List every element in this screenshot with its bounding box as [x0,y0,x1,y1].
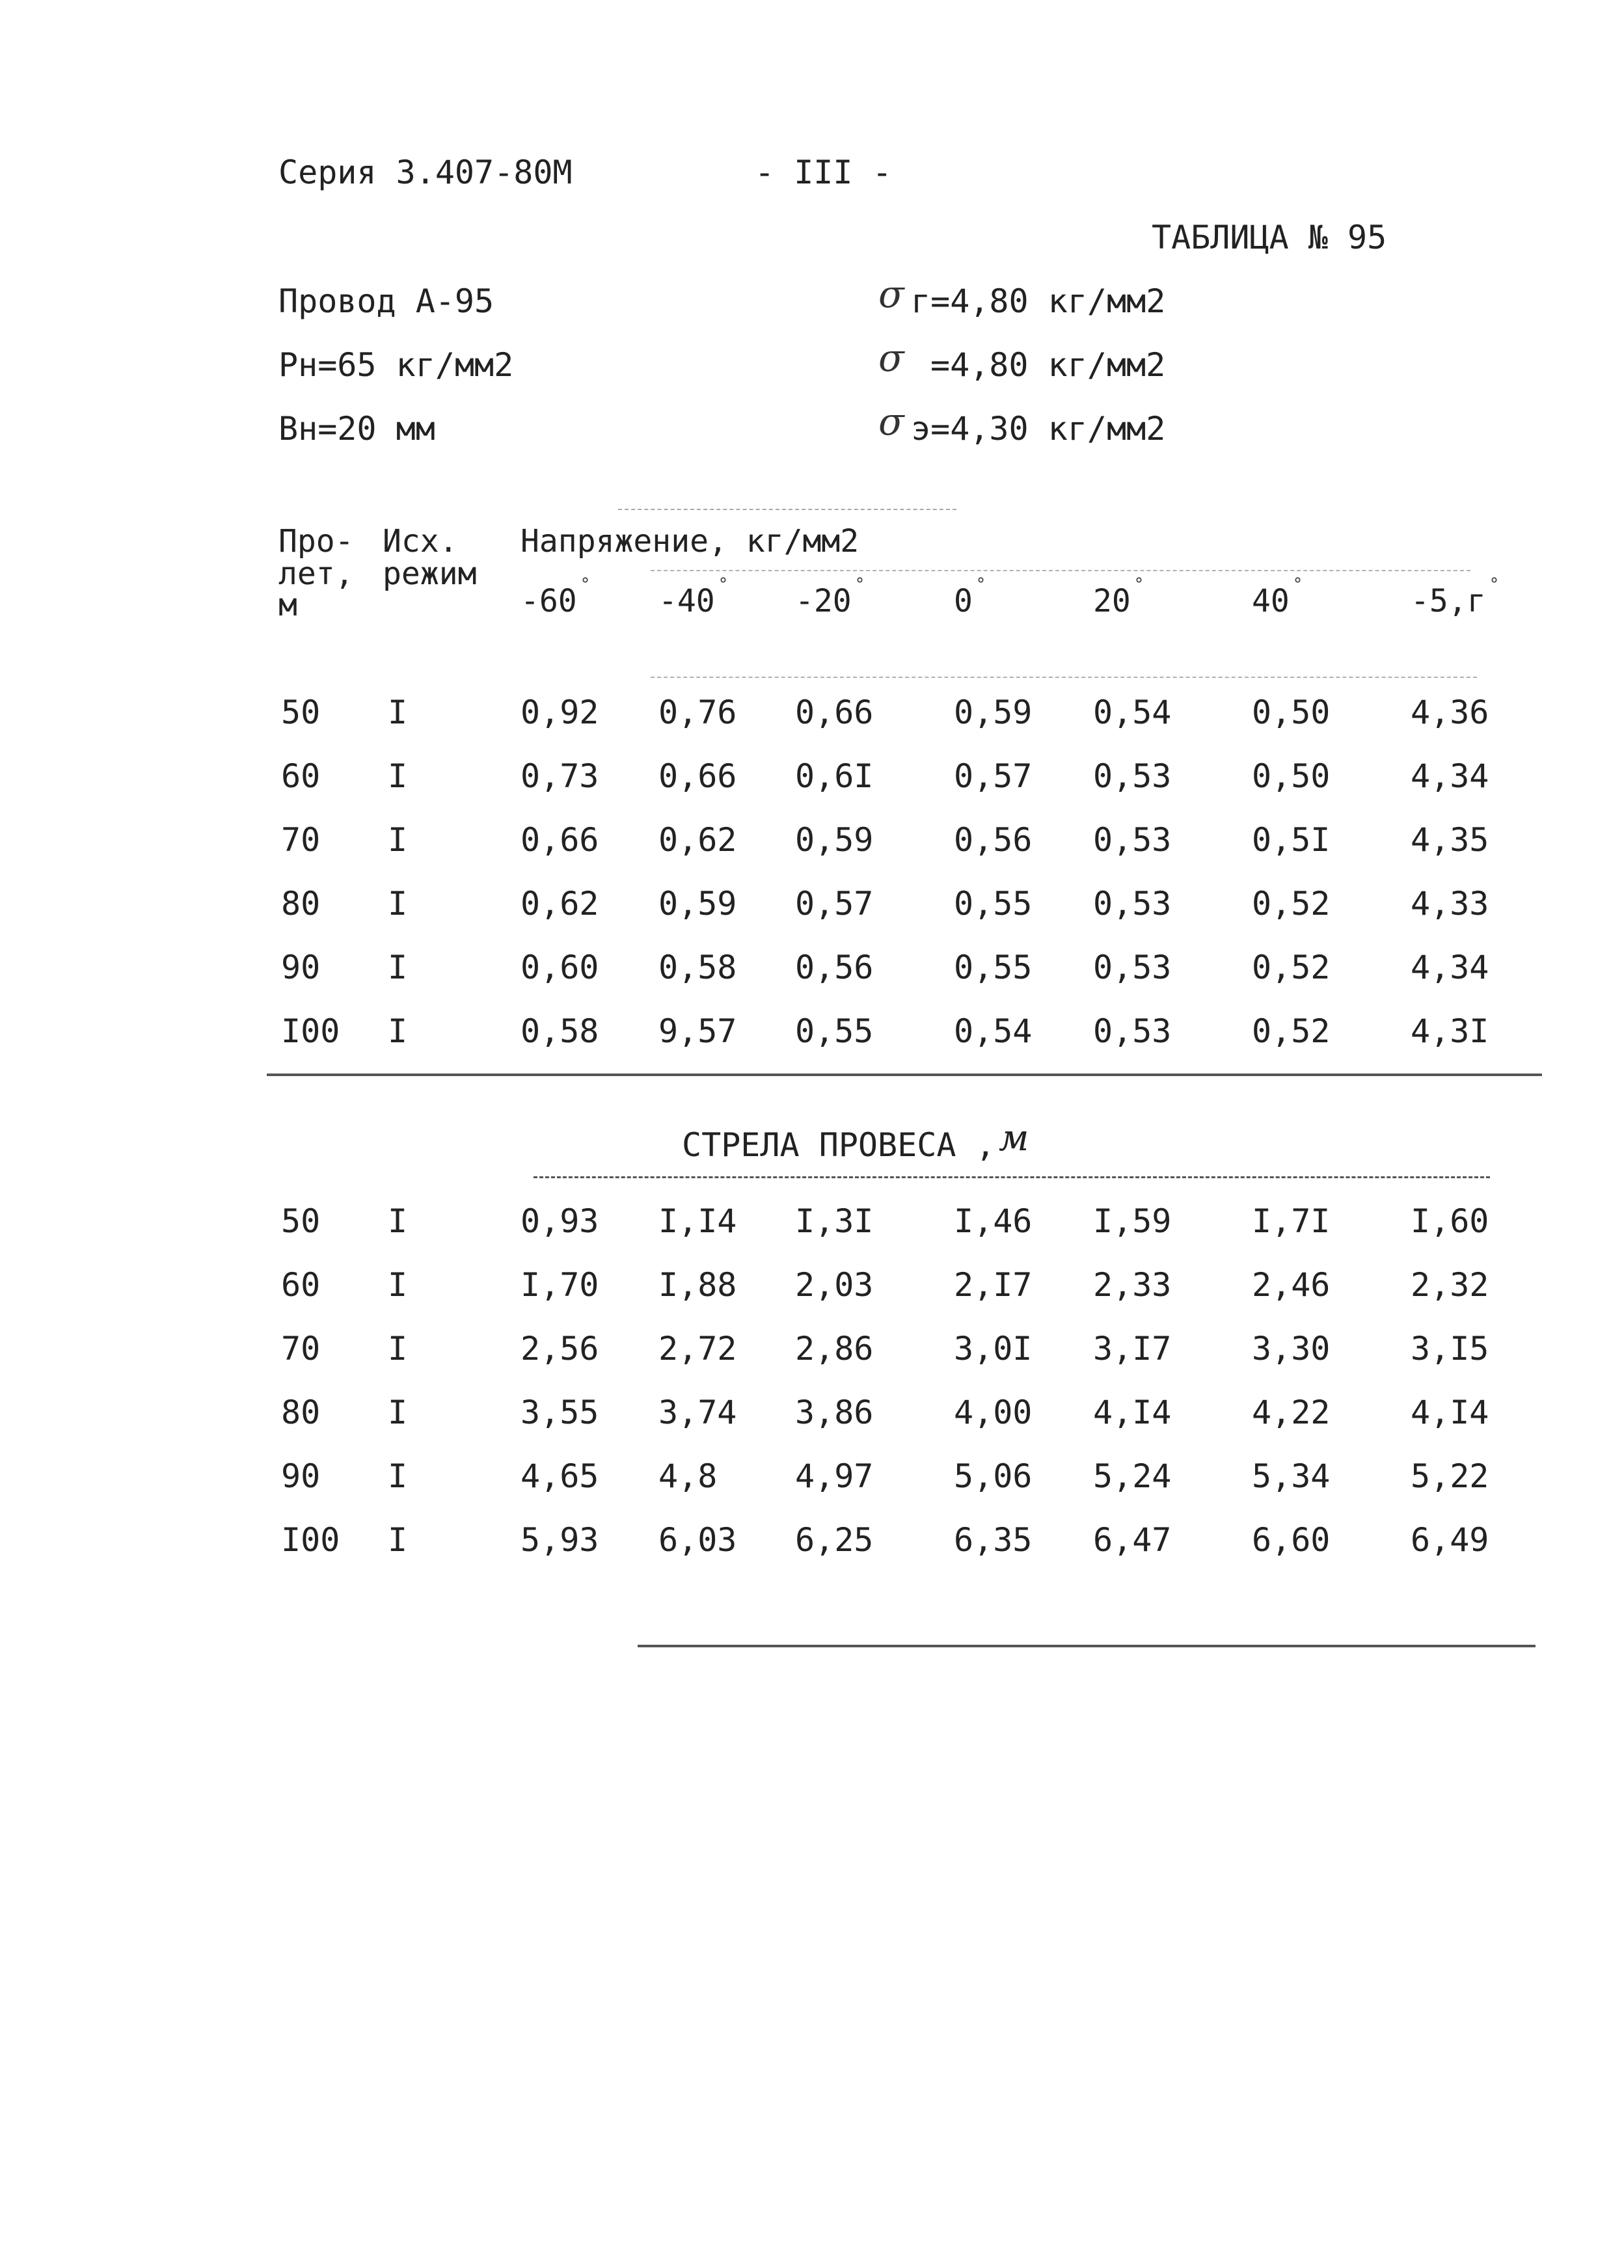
degree-mark: ° [719,575,727,595]
bottom-rule [638,1645,1536,1647]
stress-value-cell: 0,56 [795,949,874,986]
sigma-symbol: σ [878,399,904,444]
stress-value-cell: 0,6I [795,757,874,795]
sigma-symbol: σ [878,336,904,380]
sag-span-cell: 70 [281,1330,321,1368]
stress-group-label: Напряжение, кг/мм2 [521,523,859,560]
stress-value-cell: 0,59 [795,821,874,859]
sag-value-cell: I,46 [954,1202,1033,1240]
stress-value-cell: 4,35 [1411,821,1489,859]
stress-value-cell: 0,58 [658,949,737,986]
sag-value-cell: 6,25 [795,1521,874,1559]
sag-value-cell: 0,93 [521,1202,599,1240]
stress-value-cell: 0,55 [954,885,1033,923]
stress-value-cell: 0,53 [1093,1012,1172,1050]
stress-value-cell: 0,58 [521,1012,599,1050]
sag-value-cell: 4,65 [521,1457,599,1495]
sag-span-cell: I00 [281,1521,340,1559]
section-divider [267,1073,1542,1076]
series-label: Серия 3.407-80М [278,154,573,191]
sag-value-cell: 5,34 [1252,1457,1331,1495]
stress-value-cell: 0,62 [658,821,737,859]
sag-value-cell: 2,56 [521,1330,599,1368]
sag-span-cell: 60 [281,1266,321,1304]
sigma-symbol: σ [878,272,904,316]
sag-section-title: СТРЕЛА ПРОВЕСА , [682,1126,995,1164]
stress-span-cell: 90 [281,949,321,986]
sag-value-cell: 3,74 [658,1394,737,1431]
sag-value-cell: 2,46 [1252,1266,1331,1304]
span-unit-label: м [278,587,297,623]
sag-value-cell: 6,49 [1411,1521,1489,1559]
stress-value-cell: 0,59 [658,885,737,923]
temperature-header: -20 [795,583,852,619]
sag-mode-cell: I [388,1202,408,1240]
stress-mode-cell: I [388,1012,408,1050]
sag-value-cell: I,I4 [658,1202,737,1240]
sag-value-cell: 5,93 [521,1521,599,1559]
degree-mark: ° [856,575,864,595]
degree-mark: ° [1135,575,1143,595]
stress-value-cell: 4,34 [1411,757,1489,795]
sag-value-cell: 5,22 [1411,1457,1489,1495]
stress-value-cell: 0,55 [795,1012,874,1050]
sag-title-rule [534,1176,1490,1178]
sag-value-cell: 3,I7 [1093,1330,1172,1368]
wire-type: Провод А-95 [278,282,494,320]
sag-mode-cell: I [388,1457,408,1495]
sag-value-cell: I,59 [1093,1202,1172,1240]
sag-unit: м [999,1117,1029,1159]
temperature-header: 20 [1093,583,1131,619]
stress-value-cell: 0,57 [795,885,874,923]
sag-value-cell: 2,03 [795,1266,874,1304]
sag-value-cell: I,3I [795,1202,874,1240]
sag-value-cell: 4,00 [954,1394,1033,1431]
degree-mark: ° [581,575,589,595]
sag-mode-cell: I [388,1330,408,1368]
header-sub-rule [651,570,1470,571]
sag-value-cell: 3,55 [521,1394,599,1431]
sigma-e-value: э=4,30 кг/мм2 [911,410,1166,448]
stress-value-cell: 0,73 [521,757,599,795]
stress-value-cell: 0,92 [521,694,599,731]
sag-span-cell: 80 [281,1394,321,1431]
sag-mode-cell: I [388,1521,408,1559]
header-bottom-rule [651,677,1477,678]
stress-value-cell: 0,60 [521,949,599,986]
degree-mark: ° [977,575,985,595]
stress-value-cell: 0,53 [1093,949,1172,986]
stress-value-cell: 0,56 [954,821,1033,859]
stress-value-cell: 0,76 [658,694,737,731]
stress-value-cell: 0,66 [521,821,599,859]
sag-value-cell: I,70 [521,1266,599,1304]
sag-value-cell: 5,24 [1093,1457,1172,1495]
sag-value-cell: 2,33 [1093,1266,1172,1304]
sag-value-cell: 6,35 [954,1521,1033,1559]
stress-mode-cell: I [388,757,408,795]
sag-value-cell: 2,72 [658,1330,737,1368]
sag-value-cell: 4,I4 [1093,1394,1172,1431]
sag-value-cell: I,7I [1252,1202,1331,1240]
sag-value-cell: 2,32 [1411,1266,1489,1304]
stress-value-cell: 0,55 [954,949,1033,986]
stress-value-cell: 4,34 [1411,949,1489,986]
sag-value-cell: 6,03 [658,1521,737,1559]
stress-value-cell: 4,33 [1411,885,1489,923]
stress-value-cell: 0,50 [1252,757,1331,795]
sag-value-cell: 2,86 [795,1330,874,1368]
sag-value-cell: 2,I7 [954,1266,1033,1304]
stress-value-cell: 0,52 [1252,885,1331,923]
sag-value-cell: I,60 [1411,1202,1489,1240]
mode-label: режим [383,556,477,592]
sag-value-cell: 4,97 [795,1457,874,1495]
sag-value-cell: 3,0I [954,1330,1033,1368]
stress-value-cell: 0,53 [1093,821,1172,859]
stress-value-cell: 0,59 [954,694,1033,731]
sag-span-cell: 90 [281,1457,321,1495]
stress-value-cell: 4,3I [1411,1012,1489,1050]
sag-value-cell: 3,30 [1252,1330,1331,1368]
sag-value-cell: 4,8 [658,1457,718,1495]
param-rn: Рн=65 кг/мм2 [278,346,514,384]
degree-mark: ° [1293,575,1302,595]
sag-value-cell: 6,60 [1252,1521,1331,1559]
sag-value-cell: 3,86 [795,1394,874,1431]
sag-value-cell: 3,I5 [1411,1330,1489,1368]
sag-value-cell: I,88 [658,1266,737,1304]
stress-value-cell: 0,54 [1093,694,1172,731]
header-faint-rule [618,509,956,510]
stress-value-cell: 0,53 [1093,757,1172,795]
sag-value-cell: 6,47 [1093,1521,1172,1559]
page-number: - III - [755,154,892,191]
stress-value-cell: 0,52 [1252,1012,1331,1050]
stress-span-cell: 50 [281,694,321,731]
sigma-g-value: г=4,80 кг/мм2 [911,282,1166,320]
stress-value-cell: 9,57 [658,1012,737,1050]
temperature-header: -40 [658,583,715,619]
stress-value-cell: 0,66 [795,694,874,731]
stress-value-cell: 0,66 [658,757,737,795]
temperature-header: -60 [521,583,577,619]
sag-value-cell: 4,22 [1252,1394,1331,1431]
sag-value-cell: 5,06 [954,1457,1033,1495]
sigma-minus-value: =4,80 кг/мм2 [930,346,1166,384]
stress-value-cell: 0,50 [1252,694,1331,731]
stress-value-cell: 0,5I [1252,821,1331,859]
stress-value-cell: 0,62 [521,885,599,923]
temperature-header: -5,г [1411,583,1486,619]
stress-span-cell: I00 [281,1012,340,1050]
mode-label: Исх. [383,523,458,560]
degree-mark: ° [1490,575,1498,595]
stress-mode-cell: I [388,821,408,859]
sag-value-cell: 4,I4 [1411,1394,1489,1431]
stress-mode-cell: I [388,885,408,923]
sag-mode-cell: I [388,1266,408,1304]
stress-value-cell: 0,53 [1093,885,1172,923]
temperature-header: 40 [1252,583,1290,619]
sag-mode-cell: I [388,1394,408,1431]
span-label: Про- [278,523,354,560]
param-vn: Вн=20 мм [278,410,435,448]
stress-mode-cell: I [388,694,408,731]
stress-mode-cell: I [388,949,408,986]
stress-value-cell: 4,36 [1411,694,1489,731]
sag-span-cell: 50 [281,1202,321,1240]
span-label: лет, [278,556,354,592]
stress-span-cell: 60 [281,757,321,795]
stress-span-cell: 80 [281,885,321,923]
temperature-header: 0 [954,583,973,619]
stress-value-cell: 0,57 [954,757,1033,795]
stress-value-cell: 0,52 [1252,949,1331,986]
table-number: ТАБЛИЦА № 95 [1152,219,1387,256]
stress-value-cell: 0,54 [954,1012,1033,1050]
stress-span-cell: 70 [281,821,321,859]
